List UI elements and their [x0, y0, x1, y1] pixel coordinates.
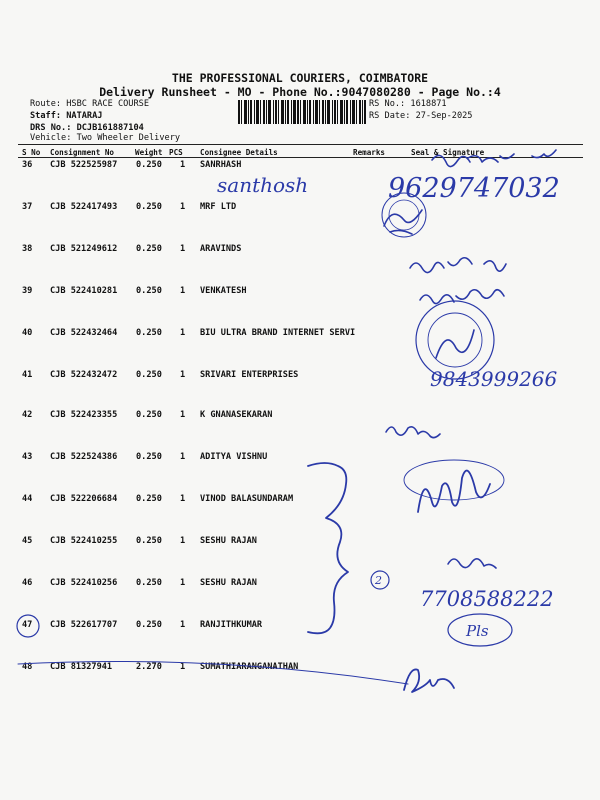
handwritten-two: 2	[375, 574, 382, 587]
row-weight: 2.270	[136, 662, 162, 672]
col-sno: S No	[22, 148, 41, 157]
route-label: Route: HSBC RACE COURSE	[30, 99, 149, 109]
col-remarks: Remarks	[353, 148, 386, 157]
row-consignment: CJB 522432472	[50, 370, 118, 380]
row-pcs: 1	[180, 662, 186, 672]
row-consignee: MRF LTD	[200, 202, 237, 212]
row-sno: 38	[22, 244, 33, 254]
handwritten-pls: Pls	[466, 622, 489, 640]
row-sno: 41	[22, 370, 33, 380]
row-pcs: 1	[180, 328, 186, 338]
col-pcs: PCS	[169, 148, 183, 157]
row-pcs: 1	[180, 160, 186, 170]
row-consignee: SRIVARI ENTERPRISES	[200, 370, 299, 380]
row-consignment: CJB 81327941	[50, 662, 113, 672]
row-consignment: CJB 522423355	[50, 410, 118, 420]
handwritten-phone-3: 7708588222	[420, 587, 554, 611]
row-weight: 0.250	[136, 286, 162, 296]
row-sno: 39	[22, 286, 33, 296]
handwritten-phone-1: 9629747032	[388, 173, 560, 204]
row-consignee: SANRHASH	[200, 160, 242, 170]
row-consignee: BIU ULTRA BRAND INTERNET SERVI	[200, 328, 356, 338]
row-consignee: VENKATESH	[200, 286, 247, 296]
row-weight: 0.250	[136, 452, 162, 462]
row-pcs: 1	[180, 286, 186, 296]
row-consignee: VINOD BALASUNDARAM	[200, 494, 294, 504]
row-consignee: ADITYA VISHNU	[200, 452, 268, 462]
row-consignee: SUMATHIARANGANATHAN	[200, 662, 299, 672]
row-consignment: CJB 522617707	[50, 620, 118, 630]
row-pcs: 1	[180, 370, 186, 380]
row-consignment: CJB 522524386	[50, 452, 118, 462]
handwritten-santhosh: santhosh	[217, 173, 309, 197]
row-pcs: 1	[180, 494, 186, 504]
row-consignee: K GNANASEKARAN	[200, 410, 273, 420]
row-weight: 0.250	[136, 244, 162, 254]
row-pcs: 1	[180, 202, 186, 212]
document-title: THE PROFESSIONAL COURIERS, COIMBATORE	[171, 71, 429, 85]
row-weight: 0.250	[136, 410, 162, 420]
row-pcs: 1	[180, 578, 186, 588]
rs-number: RS No.: 1618871	[369, 99, 447, 109]
row-weight: 0.250	[136, 536, 162, 546]
vehicle-label: Vehicle: Two Wheeler Delivery	[30, 133, 181, 143]
row-consignment: CJB 522410255	[50, 536, 118, 546]
rs-date: RS Date: 27-Sep-2025	[369, 111, 473, 121]
row-consignee: ARAVINDS	[200, 244, 242, 254]
row-sno: 46	[22, 578, 33, 588]
row-consignment: CJB 522417493	[50, 202, 118, 212]
row-weight: 0.250	[136, 370, 162, 380]
row-sno: 37	[22, 202, 33, 212]
row-sno: 44	[22, 494, 33, 504]
row-consignment: CJB 521249612	[50, 244, 118, 254]
row-sno: 43	[22, 452, 33, 462]
row-weight: 0.250	[136, 578, 162, 588]
row-consignee: SESHU RAJAN	[200, 536, 257, 546]
col-consignee: Consignee Details	[200, 148, 278, 157]
row-pcs: 1	[180, 452, 186, 462]
row-sno: 47	[22, 620, 33, 630]
staff-label: Staff: NATARAJ	[30, 111, 103, 121]
row-sno: 36	[22, 160, 33, 170]
row-pcs: 1	[180, 536, 186, 546]
row-consignment: CJB 522410256	[50, 578, 118, 588]
row-consignee: SESHU RAJAN	[200, 578, 257, 588]
row-weight: 0.250	[136, 494, 162, 504]
row-pcs: 1	[180, 620, 186, 630]
row-consignment: CJB 522410281	[50, 286, 118, 296]
row-pcs: 1	[180, 410, 186, 420]
row-sno: 45	[22, 536, 33, 546]
col-seal: Seal & Signature	[411, 148, 485, 157]
row-sno: 40	[22, 328, 33, 338]
row-sno: 42	[22, 410, 33, 420]
row-consignment: CJB 522432464	[50, 328, 118, 338]
col-consignment: Consignment No	[50, 148, 115, 157]
handwritten-phone-2: 9843999266	[430, 367, 558, 391]
drs-number: DRS No.: DCJB161887104	[30, 123, 144, 133]
row-weight: 0.250	[136, 620, 162, 630]
row-sno: 48	[22, 662, 33, 672]
row-weight: 0.250	[136, 328, 162, 338]
row-consignment: CJB 522206684	[50, 494, 118, 504]
col-weight: Weight	[135, 148, 163, 157]
row-consignee: RANJITHKUMAR	[200, 620, 263, 630]
document-subtitle: Delivery Runsheet - MO - Phone No.:9047080280 - Page No.:4	[99, 85, 501, 99]
row-consignment: CJB 522525987	[50, 160, 118, 170]
row-weight: 0.250	[136, 160, 162, 170]
row-pcs: 1	[180, 244, 186, 254]
row-weight: 0.250	[136, 202, 162, 212]
